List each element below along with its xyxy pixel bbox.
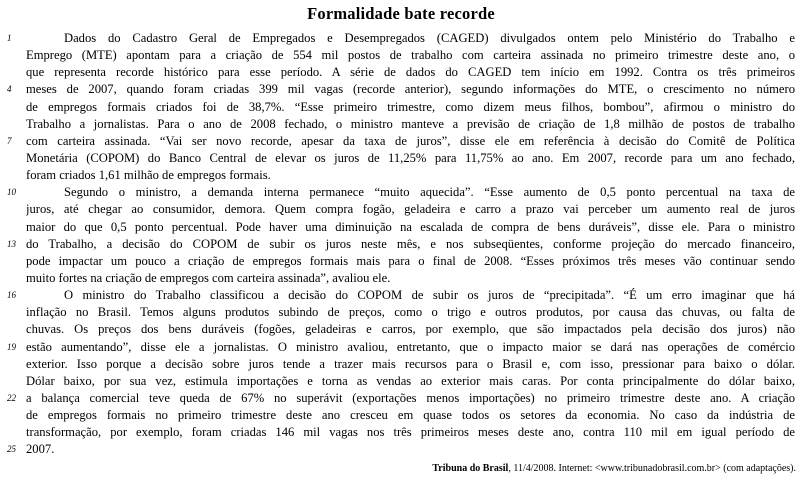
line-number [0,321,26,338]
line-number [0,270,26,287]
text-line [0,407,802,424]
line-number: 16 [7,290,16,301]
source-name: Tribuna do Brasil [432,463,509,474]
line-text: muito fortes na criação de empregos com carteira assinada”, avaliou ele. [26,270,391,285]
line-text: pode impactar um pouco a criação de empregos formais mais para o final de 2008. “Esses próximos três meses vão continuar sendo [26,253,795,268]
line-number [0,116,26,133]
line-number [0,201,26,218]
line-text: Segundo o ministro, a demanda interna permanece “muito aquecida”. “Esse aumento de 0,5 ponto percentual na taxa de [64,185,795,200]
line-text: a balança comercial teve queda de 67% no superávit (exportações menos importações) no primeiro trimestre deste ano. A criação [26,390,795,405]
line-text: exterior. Isso porque a decisão sobre juros tende a trazer mais recursos para o Brasil e, com isso, pressionar para baixo o dólar. [26,356,795,371]
line-text: O ministro do Trabalho classificou a decisão do COPOM de subir os juros de “precipitada”. “É um erro imaginar que há [64,288,795,303]
line-text: Dólar baixo, por sua vez, estimula importações e torna as vendas ao exterior mais caras. Por conta principalmente do dólar baixo, [26,373,795,388]
line-number: 19 [7,341,16,352]
line-text: Trabalho a jornalistas. Para o ano de 2008 fechado, o ministro manteve a previsão de criação de 1,8 milhão de postos de trabalho [26,116,795,131]
source-details: , 11/4/2008. Internet: <www.tribunadobrasil.com.br> (com adaptações). [508,463,796,474]
text-line [0,390,802,407]
text-line [0,47,802,64]
text-line [0,30,802,47]
line-text: de empregos formais criados foi de 38,7%. “Esse primeiro trimestre, como dizem meus filhos, bombou”, afirmou o ministro do [26,99,795,114]
line-number [0,253,26,270]
page-title: Formalidade bate recorde [307,4,495,23]
line-text: chuvas. Os preços dos bens duráveis (fogões, geladeiras e carros, por exemplo, que são impactados pela decisão dos juros) não [26,322,795,337]
text-line [0,356,802,373]
line-number [0,219,26,236]
line-text: Monetária (COPOM) do Banco Central de elevar os juros de 11,25% para 11,75% ao ano. Em 2007, recorde para um ano fechado, [26,150,795,165]
text-line [0,253,802,270]
text-line [0,81,802,98]
line-number [0,373,26,390]
text-line [0,304,802,321]
line-number: 4 [7,84,12,95]
text-line [0,167,802,184]
text-line [0,321,802,338]
line-number: 10 [7,187,16,198]
passage [0,30,802,459]
line-text: juros, até chegar ao consumidor, demora. Quem compra fogão, geladeira e carro a prazo vai perceber um aumento real de juros [26,202,795,217]
line-text: foram criados 1,61 milhão de empregos formais. [26,168,271,183]
text-line [0,287,802,304]
line-number [0,356,26,373]
line-number [0,424,26,441]
line-number [0,99,26,116]
text-line [0,184,802,201]
line-text: inflação no Brasil. Temos alguns produtos subindo de preços, como o trigo e outros produtos, por causa das chuvas, ou falta de [26,305,795,320]
line-text: estão aumentando”, disse ele a jornalistas. O ministro avaliou, entretanto, que o impacto maior se dará nas operações de comércio [26,339,795,354]
text-line [0,201,802,218]
line-text: que representa recorde histórico para esse período. A série de dados do CAGED tem início em 1992. Contra os três primeiros [26,65,795,80]
line-text: meses de 2007, quando foram criadas 399 mil vagas (recorde anterior), segundo informações do MTE, o crescimento no número [26,82,795,97]
line-number [0,304,26,321]
line-number: 13 [7,238,16,249]
text-line [0,64,802,81]
line-text: maior do que 0,5 ponto percentual. Pode haver uma diminuição na escalada de compra de bens duráveis”, disse ele. Para o ministro [26,219,795,234]
text-line [0,133,802,150]
line-number [0,47,26,64]
text-line [0,441,802,458]
line-text: de empregos formais no primeiro trimestre deste ano cresceu em quase todos os setores da economia. No caso da indústria de [26,408,795,423]
source-citation [432,463,796,474]
line-number: 1 [7,33,12,43]
text-line [0,99,802,116]
text-line [0,339,802,356]
line-number: 7 [7,135,12,146]
text-line [0,373,802,390]
text-line [0,270,802,287]
line-number [0,407,26,424]
line-number: 22 [7,392,16,403]
line-text: Emprego (MTE) apontam para a criação de 554 mil postos de trabalho com carteira assinada no primeiro trimestre deste ano, o [26,48,795,63]
line-number: 25 [7,444,16,455]
line-text: 2007. [26,442,55,457]
text-line [0,236,802,253]
line-number [0,167,26,184]
line-text: Dados do Cadastro Geral de Empregados e Desempregados (CAGED) divulgados ontem pelo Ministério do Trabalho e [64,31,795,45]
line-text: do Trabalho, a decisão do COPOM de subir os juros neste mês, e nos subseqüentes, conforme projeção do mercado financeiro, [26,236,795,251]
line-number [0,150,26,167]
text-line [0,150,802,167]
text-line [0,116,802,133]
text-line [0,424,802,441]
line-number [0,64,26,81]
line-text: transformação, por exemplo, foram criadas 146 mil vagas nos três primeiros meses deste ano, contra 110 mil em igual período de [26,425,795,440]
text-line [0,219,802,236]
line-text: com carteira assinada. “Vai ser novo recorde, apesar da taxa de juros”, disse ele em referência à decisão do Comitê de Política [26,133,795,148]
